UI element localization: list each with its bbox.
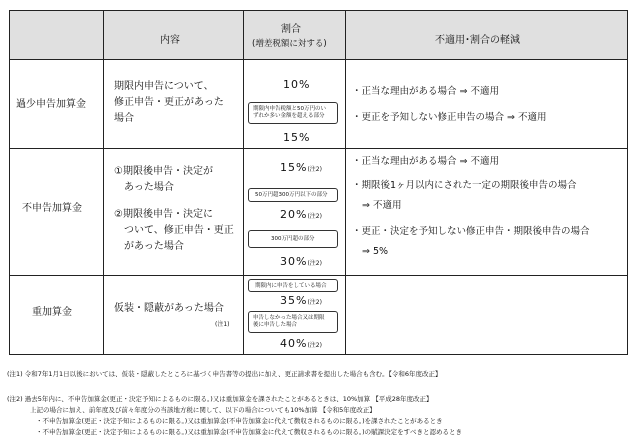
note-ref: (注2) <box>307 260 322 267</box>
note-2-line-2: 上記の場合に加え、前年度及び前々年度分の当該地方税に関して、以下の場合についても10%加算 【令和5年度改正】 <box>30 406 376 414</box>
col-divider <box>103 11 104 354</box>
category-underpayment: 過少申告加算金 <box>16 99 86 110</box>
note-1: (注1) 令和7年1月1日以後においては、仮装・隠蔽したところに基づく申告書等の提出に加え、更正請求書を提出した場合も含む。【令和6年度改正】 <box>7 370 442 378</box>
note-ref: (注2) <box>307 299 322 306</box>
bracket-nonfiling-1 <box>248 188 338 202</box>
relief-nonfiling-just-cause: ・正当な理由がある場合 ⇒ 不適用 <box>352 156 499 167</box>
bracket-heavy-1-text: 期限内に申告をしている場合 <box>255 283 327 289</box>
col-divider <box>345 11 346 354</box>
content-heavy-note: (注1) <box>215 321 230 328</box>
rate-heavy-filed <box>280 294 322 308</box>
header-ratio: 割合 <box>281 24 301 35</box>
content-heavy: 仮装・隠蔽があった場合 <box>114 303 224 314</box>
rate-heavy-unfiled <box>280 337 322 351</box>
bracket-underpayment <box>248 102 338 124</box>
note-ref: (注2) <box>307 342 322 349</box>
rate-value: 40% <box>280 337 308 350</box>
rate-value: 30% <box>280 255 308 268</box>
header-content: 内容 <box>160 35 180 46</box>
content-nonfiling-2: ②期限後申告・決定に ついて、修正申告・更正 があった場合 <box>114 209 234 252</box>
bracket-heavy-2 <box>248 311 338 333</box>
bracket-nonfiling-1-text: 50万円超300万円以下の部分 <box>255 192 328 198</box>
header-relief: 不適用･割合の軽減 <box>435 35 520 46</box>
relief-nonfiling-one-month-result: ⇒ 不適用 <box>362 200 402 211</box>
rate-value: 35% <box>280 294 308 307</box>
rate-value: 15% <box>280 161 308 174</box>
content-nonfiling-1: ①期限後申告・決定が あった場合 <box>114 166 213 193</box>
rate-underpayment-excess: 15% <box>283 131 311 144</box>
rate-nonfiling-high <box>280 255 322 269</box>
relief-nonfiling-voluntary-result: ⇒ 5% <box>362 246 389 257</box>
bracket-nonfiling-2-text: 300万円超の部分 <box>271 236 315 242</box>
note-ref: (注2) <box>307 213 322 220</box>
note-ref: (注2) <box>307 166 322 173</box>
category-nonfiling: 不申告加算金 <box>22 203 82 214</box>
col-divider <box>243 11 244 354</box>
rate-underpayment-base: 10% <box>283 78 311 91</box>
note-2-line-1: (注2) 過去5年内に、不申告加算金(更正・決定予知によるものに限る。)又は重加算金を課されたことがあるときは、10%加算 【平成28年度改正】 <box>7 395 433 403</box>
relief-nonfiling-voluntary: ・更正・決定を予知しない修正申告・期限後申告の場合 <box>352 226 590 237</box>
category-heavy: 重加算金 <box>32 307 72 318</box>
relief-underpayment-voluntary: ・更正を予知しない修正申告の場合 ⇒ 不適用 <box>352 112 547 123</box>
rate-nonfiling-base <box>280 161 322 175</box>
bracket-heavy-2-text: 申告しなかった場合又は期限 後に申告した場合 <box>253 315 325 328</box>
relief-nonfiling-one-month: ・期限後1ヶ月以内にされた一定の期限後申告の場合 <box>352 180 577 191</box>
bracket-underpayment-text: 期限内申告税額と50万円のい ずれか多い金額を超える部分 <box>253 106 326 119</box>
content-underpayment: 期限内申告について、 修正申告・更正があった 場合 <box>114 81 224 124</box>
rate-nonfiling-mid <box>280 208 322 222</box>
relief-underpayment-just-cause: ・正当な理由がある場合 ⇒ 不適用 <box>352 86 499 97</box>
bracket-nonfiling-2 <box>248 230 338 248</box>
row-divider <box>10 275 627 276</box>
note-2-line-3: ・不申告加算金(更正・決定予知によるものに限る。)又は重加算金(不申告加算金に代えて徴収されるものに限る。)を課されたことがあるとき <box>36 417 443 425</box>
note-2-line-4: ・不申告加算金(更正・決定予知によるものに限る。)又は重加算金(不申告加算金に代えて徴収されるものに限る。)の賦課決定をすべきと認めるとき <box>36 428 463 436</box>
bracket-heavy-1 <box>248 279 338 292</box>
rate-value: 20% <box>280 208 308 221</box>
row-divider <box>10 148 627 149</box>
header-ratio-sub: (増差税額に対する) <box>252 39 327 49</box>
penalty-table <box>9 10 628 355</box>
